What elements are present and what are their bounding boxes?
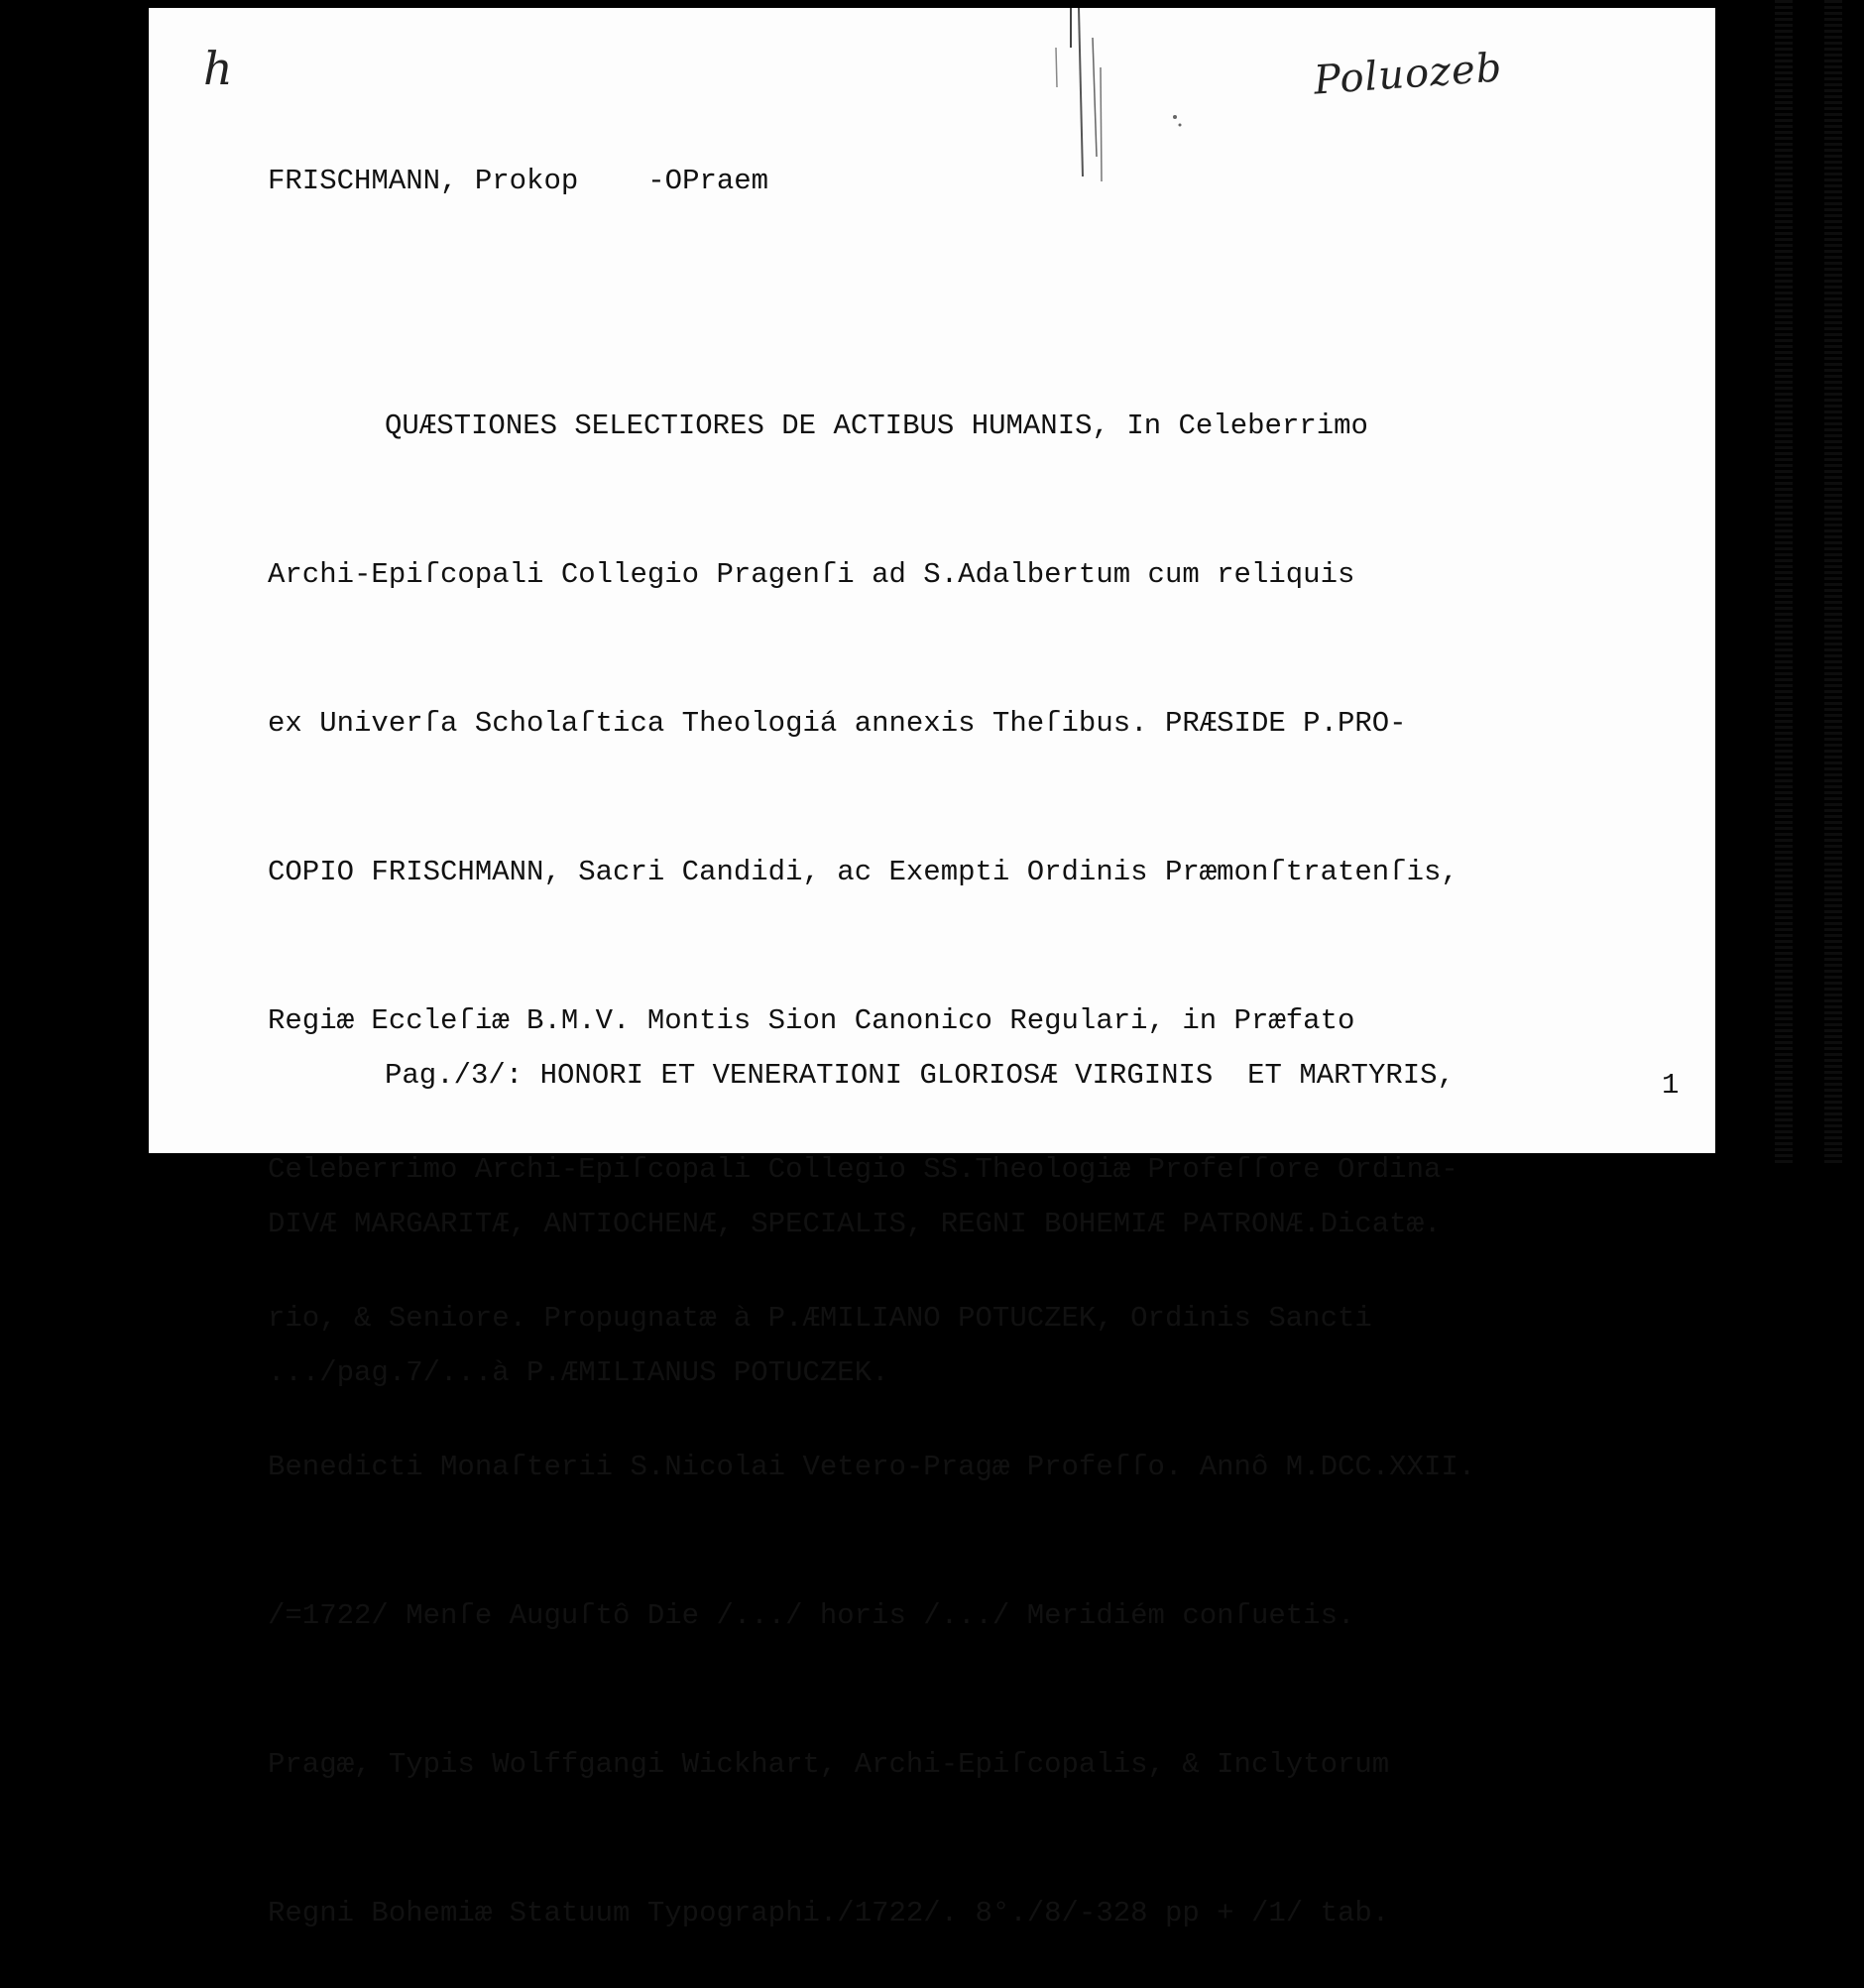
description-line: Archi-Epiſcopali Collegio Pragenſi ad S.Adalbertum cum reliquis [268, 558, 1355, 591]
description-line: QUÆSTIONES SELECTIORES DE ACTIBUS HUMANIS, In Celeberrimo [385, 409, 1368, 442]
description-line: /=1722/ Menſe Auguſtô Die /.../ horis /.../ Meridiém conſuetis. [268, 1599, 1355, 1632]
description-line: Regni Bohemiæ Statuum Typographi./1722/. 8°./8/-328 pp + /1/ tab. [268, 1897, 1390, 1930]
description-line: Benedicti Monaſterii S.Nicolai Vetero-Pragæ Profeſſo. Annô M.DCC.XXII. [268, 1451, 1476, 1483]
pagination-line: Pag./3/: HONORI ET VENERATIONI GLORIOSÆ VIRGINIS ET MARTYRIS, [385, 1059, 1455, 1092]
pagination-line: .../pag.7/...à P.ÆMILIANUS POTUCZEK. [268, 1356, 889, 1389]
description-line: ex Univerſa Scholaſtica Theologiá annexis Theſibus. PRÆSIDE P.PRO- [268, 707, 1407, 740]
pagination-line: DIVÆ MARGARITÆ, ANTIOCHENÆ, SPECIALIS, REGNI BOHEMIÆ PATRONÆ.Dicatæ. [268, 1208, 1442, 1240]
author-order: -OPraem [647, 165, 769, 197]
author-heading [268, 157, 768, 206]
scan-edge-strip [1824, 0, 1842, 1164]
description-line: rio, & Seniore. Propugnatæ à P.ÆMILIANO POTUCZEK, Ordinis Sancti [268, 1302, 1372, 1335]
handwritten-corner-mark: h [203, 42, 233, 95]
author-name: FRISCHMANN, Prokop [268, 165, 579, 197]
scan-edge-strip [1775, 0, 1793, 1164]
description-line: COPIO FRISCHMANN, Sacri Candidi, ac Exempti Ordinis Præmonſtratenſis, [268, 856, 1458, 888]
handwritten-note: Poluozeb [1312, 45, 1504, 104]
scan-artifact-marks [1001, 8, 1200, 196]
description-line: Pragæ, Typis Wolffgangi Wickhart, Archi-Epiſcopalis, & Inclytorum [268, 1748, 1390, 1781]
description-line: Regiæ Eccleſiæ B.M.V. Montis Sion Canonico Regulari, in Præfato [268, 1004, 1355, 1037]
description-line: Celeberrimo Archi-Epiſcopali Collegio SS.Theologiæ Profeſſore Ordina- [268, 1153, 1458, 1186]
pagination-note [268, 952, 1455, 1448]
page-number: 1 [1662, 1069, 1680, 1102]
